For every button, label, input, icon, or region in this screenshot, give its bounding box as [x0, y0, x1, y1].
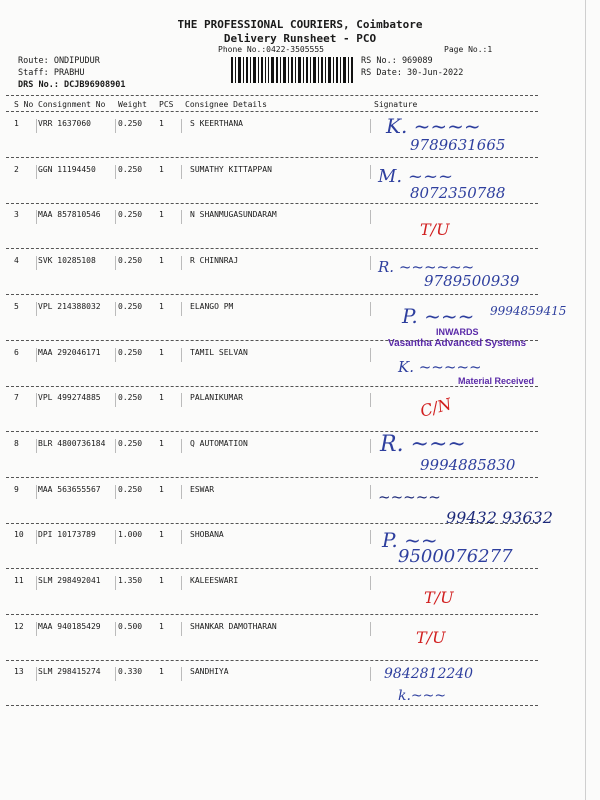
inward-stamp-company: Vasantha Advanced Systems	[388, 338, 527, 349]
signature-13: k.~~~	[398, 688, 447, 704]
row-divider	[6, 614, 538, 615]
phone-note-2: 8072350788	[410, 184, 506, 202]
row-sno: 10	[14, 530, 24, 539]
row-consignment-no: MAA 940185429	[38, 622, 101, 631]
header-rule-bottom	[6, 111, 538, 112]
company-title: THE PROFESSIONAL COURIERS, Coimbatore	[177, 18, 423, 31]
row-pcs: 1	[159, 439, 164, 448]
column-separator	[181, 256, 182, 270]
col-consignment: Consignment No	[38, 100, 106, 109]
row-sno: 13	[14, 667, 24, 676]
column-separator	[370, 348, 371, 362]
phone-note-1: 9789631665	[410, 136, 506, 154]
column-separator	[115, 576, 116, 590]
column-separator	[181, 393, 182, 407]
page-edge	[585, 0, 586, 800]
column-separator	[115, 622, 116, 636]
col-weight: Weight	[118, 100, 147, 109]
inward-stamp-received: Material Received	[458, 376, 535, 386]
column-separator	[115, 119, 116, 133]
row-sno: 9	[14, 485, 19, 494]
runsheet-title: Delivery Runsheet - PCO	[223, 32, 377, 45]
row-consignee: N SHANMUGASUNDARAM	[190, 210, 277, 219]
row-consignment-no: DPI 10173789	[38, 530, 96, 539]
column-separator	[36, 667, 37, 681]
row-pcs: 1	[159, 393, 164, 402]
row-pcs: 1	[159, 485, 164, 494]
route: Route: ONDIPUDUR	[18, 56, 100, 66]
row-consignment-no: VRR 1637060	[38, 119, 91, 128]
staff: Staff: PRABHU	[18, 68, 85, 78]
column-separator	[36, 165, 37, 179]
row-consignee: TAMIL SELVAN	[190, 348, 248, 357]
column-separator	[115, 256, 116, 270]
column-separator	[370, 485, 371, 499]
column-separator	[370, 302, 371, 316]
col-pcs: PCS	[159, 100, 174, 109]
row-consignment-no: SLM 298492041	[38, 576, 101, 585]
status-mark-11: T/U	[424, 588, 454, 607]
column-separator	[181, 302, 182, 316]
row-divider	[6, 660, 538, 661]
row-consignee: SANDHIYA	[190, 667, 229, 676]
row-weight: 0.250	[118, 439, 143, 448]
column-separator	[36, 485, 37, 499]
row-pcs: 1	[159, 210, 164, 219]
row-divider	[6, 248, 538, 249]
row-consignee: SHANKAR DAMOTHARAN	[190, 622, 277, 631]
phone-note-13: 9842812240	[384, 666, 474, 682]
row-divider	[6, 157, 538, 158]
column-separator	[115, 348, 116, 362]
row-pcs: 1	[159, 302, 164, 311]
row-sno: 8	[14, 439, 19, 448]
row-sno: 4	[14, 256, 19, 265]
column-separator	[181, 348, 182, 362]
column-separator	[181, 622, 182, 636]
signature-6: K. ~~~~~	[398, 358, 482, 376]
row-weight: 0.250	[118, 256, 143, 265]
row-consignment-no: VPL 214388032	[38, 302, 101, 311]
row-consignee: R CHINNRAJ	[190, 256, 239, 265]
phone-note-9: 99432 93632	[446, 508, 553, 527]
status-mark-7: C/N	[418, 394, 454, 421]
column-separator	[36, 439, 37, 453]
col-consignee: Consignee Details	[185, 100, 267, 109]
column-separator	[370, 256, 371, 270]
column-separator	[370, 210, 371, 224]
row-sno: 5	[14, 302, 19, 311]
inward-stamp-title: INWARDS	[436, 327, 479, 337]
column-separator	[36, 256, 37, 270]
row-weight: 0.330	[118, 667, 143, 676]
row-weight: 0.250	[118, 165, 143, 174]
column-separator	[115, 393, 116, 407]
column-separator	[115, 530, 116, 544]
row-weight: 1.350	[118, 576, 143, 585]
signature-2: M. ~~~	[378, 166, 454, 187]
rs-date: RS Date: 30-Jun-2022	[361, 68, 464, 78]
signature-1: K. ~~~~	[386, 114, 481, 138]
column-separator	[115, 667, 116, 681]
column-separator	[115, 210, 116, 224]
row-divider	[6, 203, 538, 204]
column-separator	[181, 485, 182, 499]
phone-note-8: 9994885830	[420, 456, 516, 474]
row-consignee: S KEERTHANA	[190, 119, 243, 128]
table-row	[0, 208, 540, 253]
row-consignee: SHOBANA	[190, 530, 224, 539]
row-consignment-no: BLR 4800736184	[38, 439, 106, 448]
column-separator	[36, 210, 37, 224]
row-weight: 1.000	[118, 530, 143, 539]
row-divider	[6, 294, 538, 295]
row-pcs: 1	[159, 256, 164, 265]
row-pcs: 1	[159, 622, 164, 631]
row-weight: 0.250	[118, 485, 143, 494]
row-pcs: 1	[159, 667, 164, 676]
row-sno: 3	[14, 210, 19, 219]
column-separator	[36, 576, 37, 590]
column-separator	[115, 302, 116, 316]
row-sno: 6	[14, 348, 19, 357]
column-separator	[36, 530, 37, 544]
row-consignee: KALEESWARI	[190, 576, 239, 585]
column-separator	[115, 485, 116, 499]
row-consignee: Q AUTOMATION	[190, 439, 248, 448]
signature-5: P. ~~~	[402, 304, 475, 328]
row-divider	[6, 477, 538, 478]
column-separator	[181, 576, 182, 590]
row-consignment-no: GGN 11194450	[38, 165, 96, 174]
column-separator	[36, 348, 37, 362]
row-sno: 1	[14, 119, 19, 128]
signature-8: R. ~~~	[380, 432, 466, 457]
row-sno: 2	[14, 165, 19, 174]
row-consignment-no: MAA 857810546	[38, 210, 101, 219]
col-signature: Signature	[374, 100, 418, 109]
column-separator	[115, 165, 116, 179]
column-separator	[370, 165, 371, 179]
column-separator	[115, 439, 116, 453]
column-separator	[181, 210, 182, 224]
signature-10: P. ~~	[382, 528, 438, 552]
column-separator	[370, 576, 371, 590]
column-separator	[370, 439, 371, 453]
header-rule-top	[6, 95, 538, 96]
signature-4: R. ~~~~~~	[378, 258, 475, 276]
column-separator	[36, 302, 37, 316]
row-divider	[6, 386, 538, 387]
rs-number: RS No.: 969089	[361, 56, 433, 66]
row-consignment-no: SVK 10285108	[38, 256, 96, 265]
column-separator	[370, 622, 371, 636]
row-pcs: 1	[159, 119, 164, 128]
row-consignment-no: SLM 298415274	[38, 667, 101, 676]
column-separator	[370, 393, 371, 407]
row-consignee: ESWAR	[190, 485, 215, 494]
column-separator	[36, 119, 37, 133]
row-sno: 11	[14, 576, 24, 585]
column-separator	[36, 622, 37, 636]
table-row	[0, 391, 540, 436]
row-consignment-no: MAA 563655567	[38, 485, 101, 494]
row-weight: 0.250	[118, 210, 143, 219]
row-sno: 12	[14, 622, 24, 631]
row-weight: 0.500	[118, 622, 143, 631]
phone-note-4: 9789500939	[424, 272, 520, 290]
row-consignee: SUMATHY KITTAPPAN	[190, 165, 272, 174]
column-separator	[36, 393, 37, 407]
row-weight: 0.250	[118, 302, 143, 311]
table-row	[0, 620, 540, 665]
column-separator	[181, 119, 182, 133]
column-separator	[370, 667, 371, 681]
column-separator	[181, 667, 182, 681]
drs-number: DRS No.: DCJB96908901	[18, 80, 126, 90]
row-weight: 0.250	[118, 348, 143, 357]
column-separator	[181, 530, 182, 544]
row-weight: 0.250	[118, 119, 143, 128]
col-sno: S No	[14, 100, 34, 109]
phone-note-10: 9500076277	[398, 546, 513, 567]
phone-number: Phone No.:0422-3505555	[218, 45, 324, 54]
column-separator	[370, 530, 371, 544]
status-mark-3: T/U	[420, 220, 450, 239]
row-consignment-no: VPL 499274885	[38, 393, 101, 402]
table-row	[0, 574, 540, 619]
barcode	[231, 57, 355, 83]
row-divider	[6, 705, 538, 706]
row-consignee: PALANIKUMAR	[190, 393, 243, 402]
row-consignment-no: MAA 292046171	[38, 348, 101, 357]
phone-note-5: 9994859415	[490, 304, 567, 318]
row-weight: 0.250	[118, 393, 143, 402]
row-divider	[6, 568, 538, 569]
row-pcs: 1	[159, 576, 164, 585]
row-pcs: 1	[159, 348, 164, 357]
signature-9: ~~~~~	[378, 488, 441, 506]
status-mark-12: T/U	[416, 628, 446, 647]
row-pcs: 1	[159, 530, 164, 539]
row-pcs: 1	[159, 165, 164, 174]
column-separator	[181, 165, 182, 179]
row-consignee: ELANGO PM	[190, 302, 234, 311]
row-sno: 7	[14, 393, 19, 402]
column-separator	[370, 119, 371, 133]
page-number: Page No.:1	[444, 45, 493, 54]
column-separator	[181, 439, 182, 453]
